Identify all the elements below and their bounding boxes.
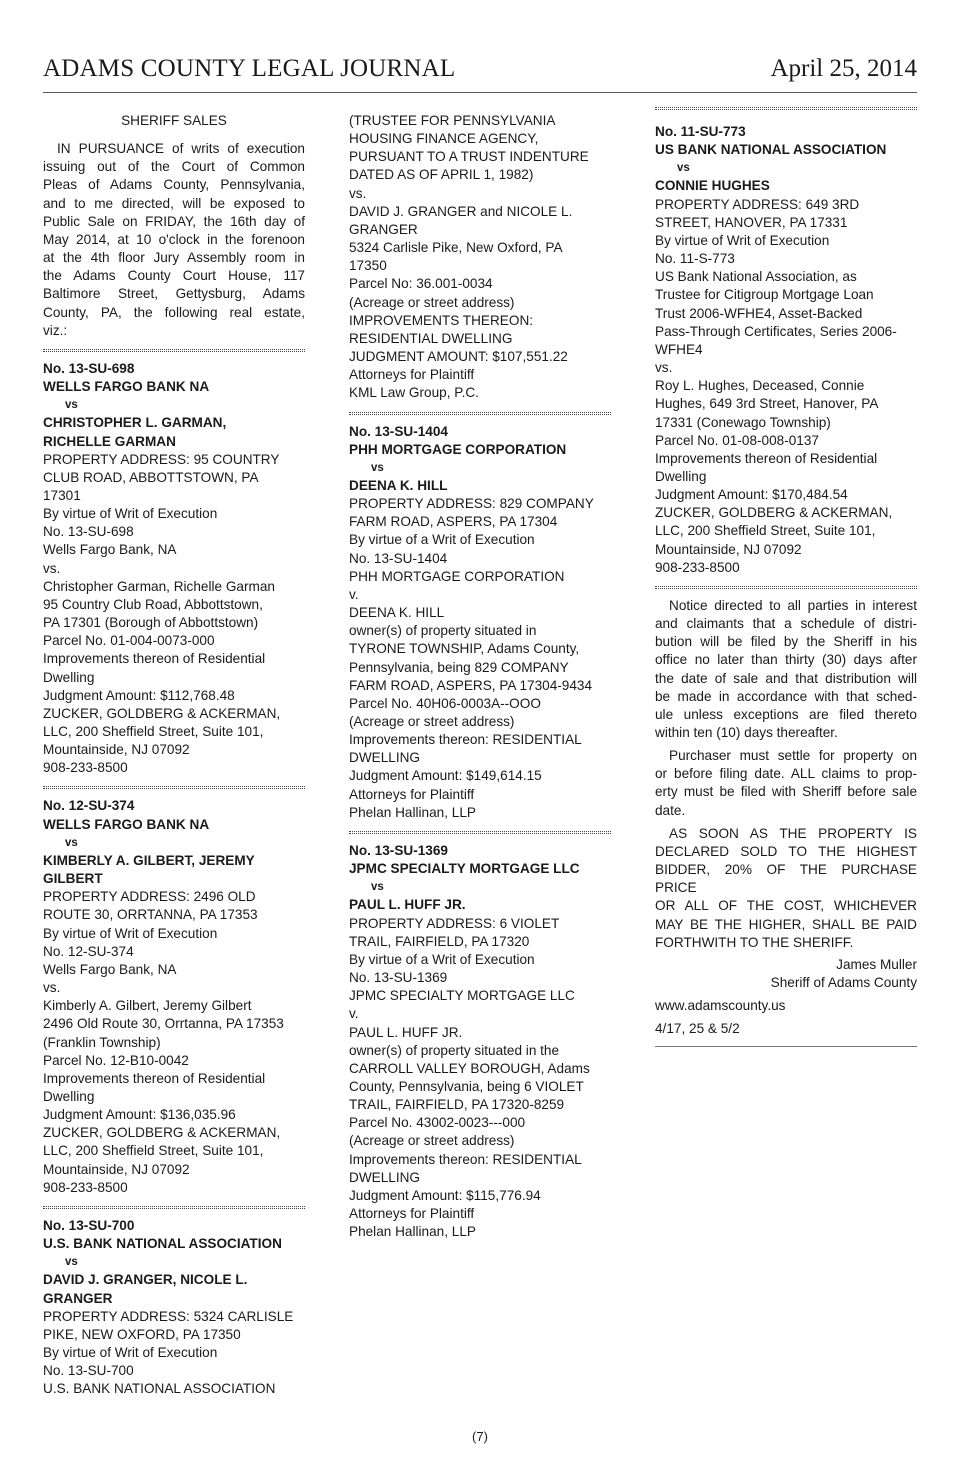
text-line: Parcel No. 40H06-0003A--OOO [349, 695, 541, 711]
text-line: DATED AS OF APRIL 1, 1982) [349, 167, 534, 183]
separator [349, 412, 611, 415]
text-line: Notice directed to all parties in interest [669, 597, 917, 613]
text-line: TRAIL, FAIRFIELD, PA 17320 [349, 933, 530, 949]
text-line: Hughes, 649 3rd Street, Hanover, PA [655, 396, 879, 412]
text-line: v. [349, 586, 359, 602]
text-line: 2496 Old Route 30, Orrtanna, PA 17353 [43, 1016, 284, 1032]
text-line: PROPERTY ADDRESS: 829 COMPANY [349, 496, 594, 512]
end-rule [655, 1046, 917, 1047]
versus-label: vs [371, 461, 384, 474]
text-line: ule unless exceptions are filed thereto [655, 706, 917, 722]
separator [43, 349, 305, 352]
defendant-name: PAUL L. HUFF JR. [349, 897, 466, 913]
text-line: Mountainside, NJ 07092 [43, 1161, 190, 1177]
text-line: (Acreage or street address) [349, 1133, 515, 1149]
versus-label: vs [371, 881, 384, 894]
text-line: ZUCKER, GOLDBERG & ACKERMAN, [43, 1125, 281, 1141]
text-line: the Adams County Court House, 117 [43, 268, 305, 284]
text-line: Judgment Amount: $136,035.96 [43, 1107, 236, 1123]
text-line: Roy L. Hughes, Deceased, Connie [655, 378, 865, 394]
versus-label: vs [65, 1256, 78, 1269]
text-line: ZUCKER, GOLDBERG & ACKERMAN, [655, 505, 893, 521]
journal-title: ADAMS COUNTY LEGAL JOURNAL [43, 55, 456, 82]
page-number: (7) [472, 1429, 488, 1444]
separator [349, 831, 611, 834]
text-line: Parcel No. 43002-0023---000 [349, 1115, 526, 1131]
text-line: No. 12-SU-374 [43, 943, 134, 959]
text-line: No. 13-SU-1369 [349, 970, 448, 986]
text-line: Improvements thereon: RESIDENTIAL [349, 732, 582, 748]
text-line: Dwelling [43, 669, 95, 685]
text-line: Improvements thereon of Residential [43, 651, 266, 667]
case-number: No. 11-SU-773 [655, 124, 746, 139]
text-line: vs. [655, 360, 673, 376]
text-line: within ten (10) days thereafter. [655, 725, 838, 740]
text-line: No. 13-SU-698 [43, 524, 134, 540]
case-number: No. 13-SU-698 [43, 360, 135, 376]
plaintiff-name: PHH MORTGAGE CORPORATION [349, 441, 567, 457]
text-line: Judgment Amount: $149,614.15 [349, 768, 542, 784]
text-line: (TRUSTEE FOR PENNSYLVANIA [349, 113, 556, 128]
text-line: Dwelling [43, 1088, 95, 1104]
text-line: County, Pennsylvania, being 6 VIOLET [349, 1078, 584, 1094]
intro-paragraph [43, 140, 305, 340]
text-line: IMPROVEMENTS THEREON: [349, 312, 534, 328]
text-line: US Bank National Association, as [655, 269, 857, 285]
text-line: ROUTE 30, ORRTANNA, PA 17353 [43, 907, 258, 923]
column-3 [655, 112, 917, 1047]
text-line: CLUB ROAD, ABBOTTSTOWN, PA [43, 469, 259, 485]
text-line: Pleas of Adams County, Pennsylvania, [43, 177, 305, 193]
text-line: 5324 Carlisle Pike, New Oxford, PA [349, 240, 563, 256]
defendant-name: GILBERT [43, 871, 103, 887]
text-line: By virtue of Writ of Execution [655, 232, 830, 248]
text-line: Phelan Hallinan, LLP [349, 1224, 476, 1240]
text-line: Trust 2006-WFHE4, Asset-Backed [655, 305, 863, 321]
case-number: No. 13-SU-1369 [349, 842, 448, 858]
text-line: Attorneys for Plaintiff [349, 1206, 475, 1222]
defendant-name: RICHELLE GARMAN [43, 433, 176, 449]
text-line: the date of sale and that distribution will [655, 670, 917, 686]
county-website-link[interactable]: www.adamscounty.us [655, 998, 786, 1014]
defendant-name: DAVID J. GRANGER, NICOLE L. [43, 1272, 248, 1288]
text-line: PROPERTY ADDRESS: 6 VIOLET [349, 915, 560, 931]
text-line: and to me directed, will be exposed to [43, 195, 305, 211]
text-line: WFHE4 [655, 341, 703, 357]
text-line: 908-233-8500 [655, 559, 740, 575]
text-line: viz.: [43, 322, 68, 338]
text-line: 17331 (Conewago Township) [655, 414, 831, 430]
text-line: By virtue of a Writ of Execution [349, 951, 535, 967]
text-line: BIDDER, 20% OF THE PURCHASE PRICE [655, 862, 917, 896]
defendant-name: CONNIE HUGHES [655, 178, 770, 194]
text-line: Improvements thereon of Residential [43, 1070, 266, 1086]
text-line: LLC, 200 Sheffield Street, Suite 101, [43, 724, 264, 739]
text-line: By virtue of a Writ of Execution [349, 532, 535, 548]
text-line: DECLARED SOLD TO THE HIGHEST [655, 843, 917, 859]
sheriff-name: James Muller [836, 956, 917, 972]
text-line: at the 4th floor Jury Assembly room in [43, 250, 305, 266]
text-line: IN PURSUANCE of writs of execution [57, 141, 305, 157]
text-line: 17301 [43, 487, 81, 503]
case-number: No. 13-SU-700 [43, 1217, 135, 1233]
defendant-name: DEENA K. HILL [349, 477, 448, 493]
text-line: 908-233-8500 [43, 1179, 128, 1195]
text-line: Dwelling [655, 468, 707, 484]
text-line: Purchaser must settle for property on [669, 748, 917, 764]
text-line: HOUSING FINANCE AGENCY, [349, 131, 539, 147]
separator [655, 107, 917, 110]
text-line: erty must be filed with Sheriff before sale [655, 784, 917, 800]
text-line: Phelan Hallinan, LLP [349, 804, 476, 820]
text-line: Judgment Amount: $112,768.48 [43, 687, 235, 703]
column-1 [43, 112, 305, 1398]
plaintiff-name: WELLS FARGO BANK NA [43, 816, 210, 832]
case-13-SU-700-continued [349, 112, 611, 403]
text-line: DAVID J. GRANGER and NICOLE L. [349, 203, 573, 219]
text-line: TRAIL, FAIRFIELD, PA 17320-8259 [349, 1097, 565, 1113]
text-line: Kimberly A. Gilbert, Jeremy Gilbert [43, 998, 252, 1014]
defendant-name: KIMBERLY A. GILBERT, JEREMY [43, 852, 255, 868]
text-line: Parcel No. 01-08-008-0137 [655, 432, 819, 448]
text-line: No. 13-SU-1404 [349, 550, 448, 566]
text-line: FORTHWITH TO THE SHERIFF. [655, 934, 854, 950]
text-line: PROPERTY ADDRESS: 5324 CARLISLE [43, 1308, 294, 1324]
text-line: FARM ROAD, ASPERS, PA 17304-9434 [349, 677, 593, 693]
issue-date: April 25, 2014 [770, 55, 917, 82]
text-line: date. [655, 802, 686, 818]
text-line: FARM ROAD, ASPERS, PA 17304 [349, 514, 558, 530]
text-line: MAY BE THE HIGHER, SHALL BE PAID [655, 916, 917, 932]
text-line: Christopher Garman, Richelle Garman [43, 578, 275, 594]
text-line: RESIDENTIAL DWELLING [349, 330, 513, 346]
text-line: LLC, 200 Sheffield Street, Suite 101, [655, 523, 876, 539]
plaintiff-name: U.S. BANK NATIONAL ASSOCIATION [43, 1236, 282, 1252]
text-line: Parcel No: 36.001-0034 [349, 276, 493, 292]
text-line: vs. [43, 560, 61, 576]
text-line: CARROLL VALLEY BOROUGH, Adams [349, 1060, 590, 1076]
text-line: office no later than thirty (30) days after [655, 652, 917, 668]
text-line: vs. [349, 185, 367, 201]
versus-label: vs [65, 836, 78, 849]
text-line: Pass-Through Certificates, Series 2006- [655, 323, 897, 339]
case-13-SU-1369 [349, 842, 611, 1241]
case-11-SU-773 [655, 123, 917, 577]
separator [655, 586, 917, 589]
text-line: and claimants that a schedule of distri- [655, 616, 917, 632]
text-line: PIKE, NEW OXFORD, PA 17350 [43, 1326, 241, 1342]
purchaser-notice [655, 747, 917, 820]
text-line: JPMC SPECIALTY MORTGAGE LLC [349, 988, 575, 1004]
text-line: owner(s) of property situated in the [349, 1042, 560, 1058]
text-line: OR ALL OF THE COST, WHICHEVER [655, 898, 917, 914]
text-line: Baltimore Street, Gettysburg, Adams [43, 286, 305, 302]
case-13-SU-1404 [349, 423, 611, 822]
versus-label: vs [65, 399, 78, 412]
text-line: U.S. BANK NATIONAL ASSOCIATION [43, 1381, 276, 1397]
case-13-SU-698 [43, 360, 305, 778]
versus-label: vs [677, 162, 690, 175]
text-line: By virtue of Writ of Execution [43, 925, 218, 941]
case-number: No. 12-SU-374 [43, 798, 135, 814]
text-line: County, PA, the following real estate, [43, 304, 305, 320]
text-line: Mountainside, NJ 07092 [655, 541, 802, 557]
text-line: May 2014, at 10 o'clock in the forenoon [43, 231, 305, 247]
text-line: (Acreage or street address) [349, 714, 515, 729]
text-line: Judgment Amount: $115,776.94 [349, 1187, 541, 1203]
text-line: 95 Country Club Road, Abbottstown, [43, 596, 263, 612]
text-line: Improvements thereon: RESIDENTIAL [349, 1151, 582, 1167]
text-line: No. 11-S-773 [655, 251, 735, 267]
distribution-notice [655, 597, 917, 742]
text-line: Trustee for Citigroup Mortgage Loan [655, 287, 874, 303]
text-line: Pennsylvania, being 829 COMPANY [349, 659, 569, 675]
text-line: DEENA K. HILL [349, 605, 445, 621]
text-line: Attorneys for Plaintiff [349, 786, 475, 802]
case-number: No. 13-SU-1404 [349, 423, 448, 439]
text-line: DWELLING [349, 750, 421, 766]
defendant-name: CHRISTOPHER L. GARMAN, [43, 415, 227, 431]
text-line: be made in accordance with that sched- [655, 688, 917, 704]
text-line: ZUCKER, GOLDBERG & ACKERMAN, [43, 705, 281, 721]
run-dates: 4/17, 25 & 5/2 [655, 1021, 740, 1037]
text-line: PROPERTY ADDRESS: 649 3RD [655, 196, 860, 212]
text-line: TYRONE TOWNSHIP, Adams County, [349, 641, 580, 657]
text-line: AS SOON AS THE PROPERTY IS [669, 825, 917, 841]
plaintiff-name: WELLS FARGO BANK NA [43, 379, 210, 395]
case-12-SU-374 [43, 797, 305, 1196]
text-line: Parcel No. 12-B10-0042 [43, 1052, 189, 1068]
text-line: By virtue of Writ of Execution [43, 1345, 218, 1360]
text-line: vs. [43, 980, 61, 996]
separator [43, 786, 305, 789]
text-line: 908-233-8500 [43, 760, 128, 776]
text-line: (Acreage or street address) [349, 294, 515, 310]
text-line: Judgment Amount: $170,484.54 [655, 487, 848, 503]
text-line: Public Sale on FRIDAY, the 16th day of [43, 213, 305, 229]
text-line: LLC, 200 Sheffield Street, Suite 101, [43, 1143, 264, 1159]
defendant-name: GRANGER [43, 1290, 113, 1306]
plaintiff-name: JPMC SPECIALTY MORTGAGE LLC [349, 861, 580, 877]
section-heading: SHERIFF SALES [121, 113, 227, 128]
text-line: DWELLING [349, 1169, 421, 1185]
text-line: Attorneys for Plaintiff [349, 367, 475, 383]
text-line: KML Law Group, P.C. [349, 385, 479, 401]
text-line: issuing out of the Court of Common [43, 159, 305, 175]
text-line: PROPERTY ADDRESS: 95 COUNTRY [43, 451, 280, 467]
case-13-SU-700 [43, 1217, 305, 1399]
text-line: No. 13-SU-700 [43, 1363, 134, 1379]
text-line: owner(s) of property situated in [349, 623, 537, 639]
text-line: Wells Fargo Bank, NA [43, 542, 177, 558]
plaintiff-name: US BANK NATIONAL ASSOCIATION [655, 142, 887, 158]
text-line: Improvements thereon of Residential [655, 450, 878, 466]
text-line: PHH MORTGAGE CORPORATION [349, 568, 565, 584]
text-line: v. [349, 1006, 359, 1022]
text-line: Mountainside, NJ 07092 [43, 742, 190, 758]
text-line: bution will be filed by the Sheriff in his [655, 634, 917, 650]
text-line: Parcel No. 01-004-0073-000 [43, 633, 215, 649]
text-line: Wells Fargo Bank, NA [43, 961, 177, 977]
text-line: JUDGMENT AMOUNT: $107,551.22 [349, 349, 568, 365]
text-line: By virtue of Writ of Execution [43, 506, 218, 522]
separator [43, 1206, 305, 1209]
text-line: PROPERTY ADDRESS: 2496 OLD [43, 889, 256, 905]
text-line: STREET, HANOVER, PA 17331 [655, 214, 848, 230]
text-line: or before filing date. ALL claims to prop- [655, 766, 917, 782]
text-line: PAUL L. HUFF JR. [349, 1024, 463, 1040]
payment-notice [655, 825, 917, 952]
text-line: PA 17301 (Borough of Abbottstown) [43, 615, 259, 631]
sheriff-title: Sheriff of Adams County [770, 975, 917, 991]
text-line: PURSUANT TO A TRUST INDENTURE [349, 149, 589, 165]
text-line: (Franklin Township) [43, 1034, 161, 1050]
column-2 [349, 112, 611, 1241]
text-line: 17350 [349, 258, 387, 274]
text-line: GRANGER [349, 221, 418, 237]
journal-header [43, 52, 917, 93]
